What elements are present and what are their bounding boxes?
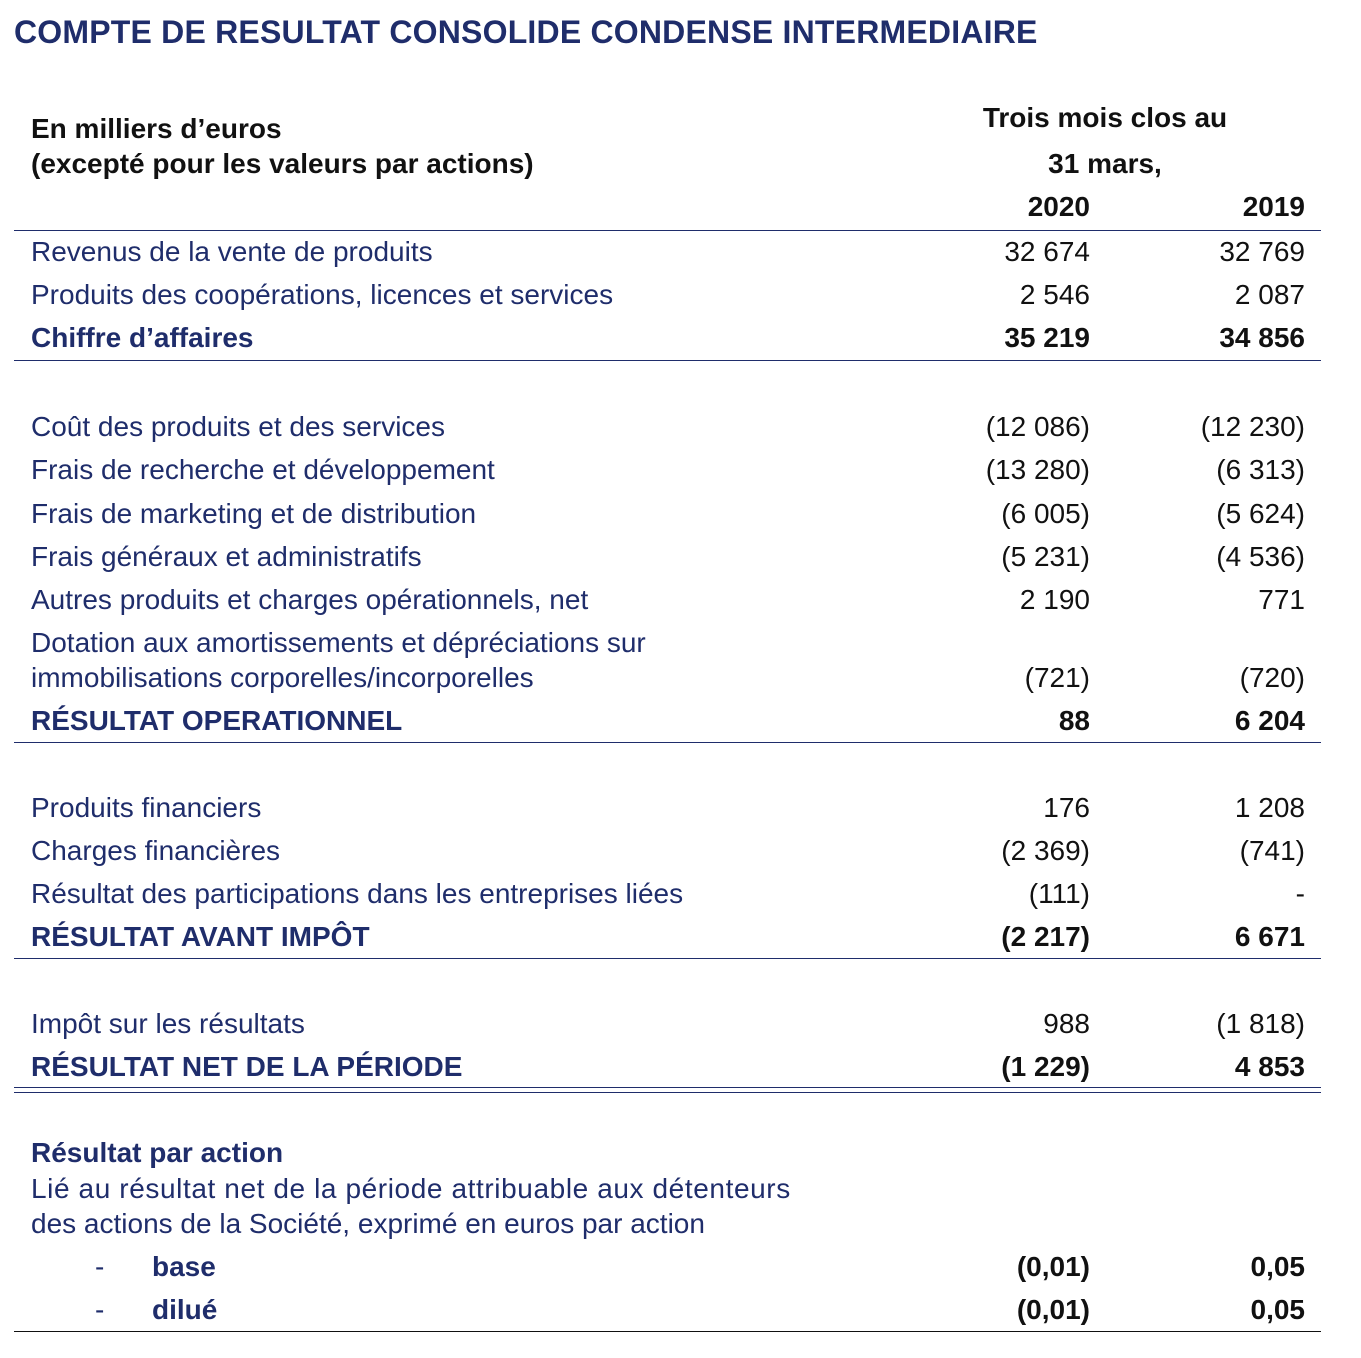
row-label-continued: immobilisations corporelles/incorporelles <box>31 662 534 693</box>
row-label: RÉSULTAT AVANT IMPÔT <box>31 921 370 952</box>
double-rule-bottom <box>14 1092 1321 1093</box>
bottom-rule <box>14 1331 1321 1332</box>
row-label: RÉSULTAT NET DE LA PÉRIODE <box>31 1051 463 1082</box>
value-2019: (720) <box>1239 662 1305 693</box>
unit-label-line1: En milliers d’euros <box>31 113 282 144</box>
row-label: Dotation aux amortissements et dépréciations sur <box>31 627 646 658</box>
value-2020: 176 <box>1043 792 1090 823</box>
unit-label-line2: (excepté pour les valeurs par actions) <box>31 148 534 179</box>
value-2020: (1 229) <box>1001 1051 1090 1082</box>
value-2019: 771 <box>1258 584 1305 615</box>
value-2020: (5 231) <box>1001 541 1090 572</box>
eps-description-line1: Lié au résultat net de la période attribuable aux détenteurs <box>31 1173 791 1204</box>
value-2019: (4 536) <box>1216 541 1305 572</box>
value-2019: 0,05 <box>1250 1294 1305 1325</box>
value-2020: 988 <box>1043 1008 1090 1039</box>
eps-heading: Résultat par action <box>31 1137 284 1168</box>
value-2019: (12 230) <box>1200 411 1305 442</box>
row-label: Frais de recherche et développement <box>31 454 495 485</box>
section-rule <box>14 742 1321 743</box>
value-2020: (6 005) <box>1001 498 1090 529</box>
value-2019: (741) <box>1239 835 1305 866</box>
document-title: COMPTE DE RESULTAT CONSOLIDE CONDENSE INTERMEDIAIRE <box>14 14 1038 50</box>
value-2020: 2 546 <box>1019 279 1090 310</box>
value-2019: 6 671 <box>1234 921 1305 952</box>
value-2019: 6 204 <box>1234 705 1305 736</box>
value-2019: - <box>1295 878 1305 909</box>
value-2020: 32 674 <box>1004 236 1090 267</box>
value-2020: (2 369) <box>1001 835 1090 866</box>
section-rule <box>14 958 1321 959</box>
section-rule <box>14 360 1321 361</box>
header-rule <box>14 230 1321 231</box>
value-2019: 0,05 <box>1250 1251 1305 1282</box>
value-2020: (13 280) <box>985 454 1090 485</box>
column-header-2020: 2020 <box>1027 191 1090 222</box>
value-2020: (0,01) <box>1016 1251 1090 1282</box>
value-2019: (6 313) <box>1216 454 1305 485</box>
period-label-line1: Trois mois clos au <box>982 102 1228 133</box>
value-2020: 88 <box>1058 705 1090 736</box>
value-2020: (0,01) <box>1016 1294 1090 1325</box>
row-label: base <box>152 1251 216 1282</box>
row-label: Produits des coopérations, licences et services <box>31 279 614 310</box>
value-2019: (1 818) <box>1216 1008 1305 1039</box>
row-label: Impôt sur les résultats <box>31 1008 305 1039</box>
value-2020: (111) <box>1028 878 1090 909</box>
row-label: Charges financières <box>31 835 281 866</box>
value-2019: 32 769 <box>1219 236 1305 267</box>
row-label: Autres produits et charges opérationnels, net <box>31 584 589 615</box>
row-label: Frais généraux et administratifs <box>31 541 422 572</box>
value-2019: 4 853 <box>1234 1051 1305 1082</box>
row-label: Coût des produits et des services <box>31 411 445 442</box>
eps-description-line2: des actions de la Société, exprimé en euros par action <box>31 1208 705 1239</box>
row-label: Chiffre d’affaires <box>31 322 254 353</box>
row-label: Frais de marketing et de distribution <box>31 498 477 529</box>
value-2020: (2 217) <box>1001 921 1090 952</box>
dash-bullet: - <box>95 1294 105 1325</box>
value-2019: 1 208 <box>1234 792 1305 823</box>
value-2020: 2 190 <box>1019 584 1090 615</box>
value-2020: 35 219 <box>1004 322 1090 353</box>
value-2019: (5 624) <box>1216 498 1305 529</box>
dash-bullet: - <box>95 1251 105 1282</box>
row-label: RÉSULTAT OPERATIONNEL <box>31 705 403 736</box>
row-label: Produits financiers <box>31 792 262 823</box>
column-header-2019: 2019 <box>1242 191 1305 222</box>
period-label-line2: 31 mars, <box>1048 148 1162 179</box>
value-2019: 2 087 <box>1234 279 1305 310</box>
value-2020: (721) <box>1024 662 1090 693</box>
value-2019: 34 856 <box>1219 322 1305 353</box>
row-label: dilué <box>152 1294 218 1325</box>
double-rule-top <box>14 1087 1321 1088</box>
row-label: Revenus de la vente de produits <box>31 236 433 267</box>
row-label: Résultat des participations dans les entreprises liées <box>31 878 684 909</box>
value-2020: (12 086) <box>985 411 1090 442</box>
